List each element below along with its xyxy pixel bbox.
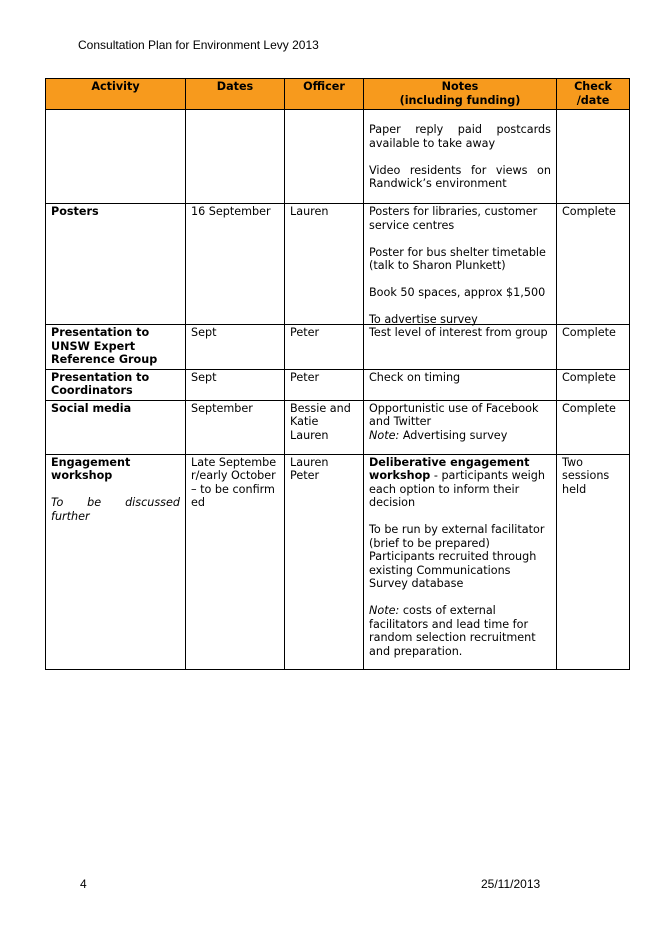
dates-cell [186,110,285,204]
notes-text: Posters for libraries, customer service centres [369,205,538,232]
dates-cell: Sept [186,369,285,400]
note-label: Note: [369,428,400,442]
notes-text: Opportunistic use of Facebook and Twitter [369,401,539,428]
footer-date: 25/11/2013 [481,877,541,891]
dates-cell: 16 September [186,204,285,325]
officer-name: Bessie and [290,401,351,415]
officer-cell: Lauren [285,204,364,325]
table-row [46,400,630,454]
officer-name: Katie [290,415,319,428]
notes-cell: Test level of interest from group [364,325,557,370]
check-cell: Complete [557,369,630,400]
activity-cell: Social media [46,400,186,454]
officer-name: Lauren [290,428,329,442]
dates-cell: Sept [186,325,285,370]
note-text: costs of external facilitators and lead time for random selection recruitment and preparation. [369,604,536,658]
column-header-notes [364,79,557,110]
officer-cell [285,400,364,454]
table-header-row [46,79,630,110]
officer-cell [285,110,364,204]
notes-text: Book 50 spaces, approx $1,500 [369,286,546,299]
officer-cell [285,454,364,669]
notes-text: Paper reply paid postcards available to take away [369,123,551,150]
table-row [46,369,630,400]
check-header-line2: /date [576,93,610,107]
notes-text [369,456,551,510]
check-cell [557,110,630,204]
activity-note: To be discussed further [51,496,180,523]
officer-name: Lauren [290,455,329,469]
notes-text: Poster for bus shelter timetable (talk to Sharon Plunkett) [369,245,546,272]
column-header-dates: Dates [186,79,285,110]
activity-title: Engagement workshop [51,455,131,482]
notes-note [369,604,551,658]
column-header-check [557,79,630,110]
activity-cell: Presentation to UNSW Expert Reference Group [46,325,186,370]
officer-cell: Peter [285,369,364,400]
activity-cell [46,454,186,669]
dates-cell: September [186,400,285,454]
notes-header-line2: (including funding) [399,93,521,107]
table-row [46,454,630,669]
note-text: Advertising survey [402,428,508,442]
table-row [46,325,630,370]
notes-cell: Check on timing [364,369,557,400]
notes-cell [364,454,557,669]
notes-cell [364,204,557,325]
notes-note [369,429,551,443]
document-header: Consultation Plan for Environment Levy 2013 [78,38,319,52]
notes-rest: - participants weigh each option to inform their decision [369,469,545,509]
officer-cell: Peter [285,325,364,370]
notes-header-line1: Notes [441,80,479,93]
table-row [46,110,630,204]
dates-cell: Late September/early October – to be confirmed [186,454,285,669]
notes-cell [364,110,557,204]
notes-cell [364,400,557,454]
activity-cell [46,110,186,204]
check-cell: Two sessions held [557,454,630,669]
table-row [46,204,630,325]
check-header-line1: Check [574,80,612,93]
column-header-activity: Activity [46,79,186,110]
notes-text: Video residents for views on Randwick’s environment [369,163,551,190]
check-cell: Complete [557,400,630,454]
check-cell: Complete [557,204,630,325]
activity-cell: Posters [46,204,186,325]
notes-text: Participants recruited through existing Communications Survey database [369,550,537,590]
notes-text: To advertise survey [369,313,478,326]
column-header-officer: Officer [285,79,364,110]
activity-cell: Presentation to Coordinators [46,369,186,400]
officer-name: Peter [290,469,320,482]
notes-text: To be run by external facilitator (brief to be prepared) [369,523,545,550]
notes-bold-heading: Deliberative engagement workshop [369,455,530,482]
check-cell: Complete [557,325,630,370]
consultation-plan-table [45,78,630,670]
page-number: 4 [80,877,87,891]
note-label: Note: [369,604,400,617]
